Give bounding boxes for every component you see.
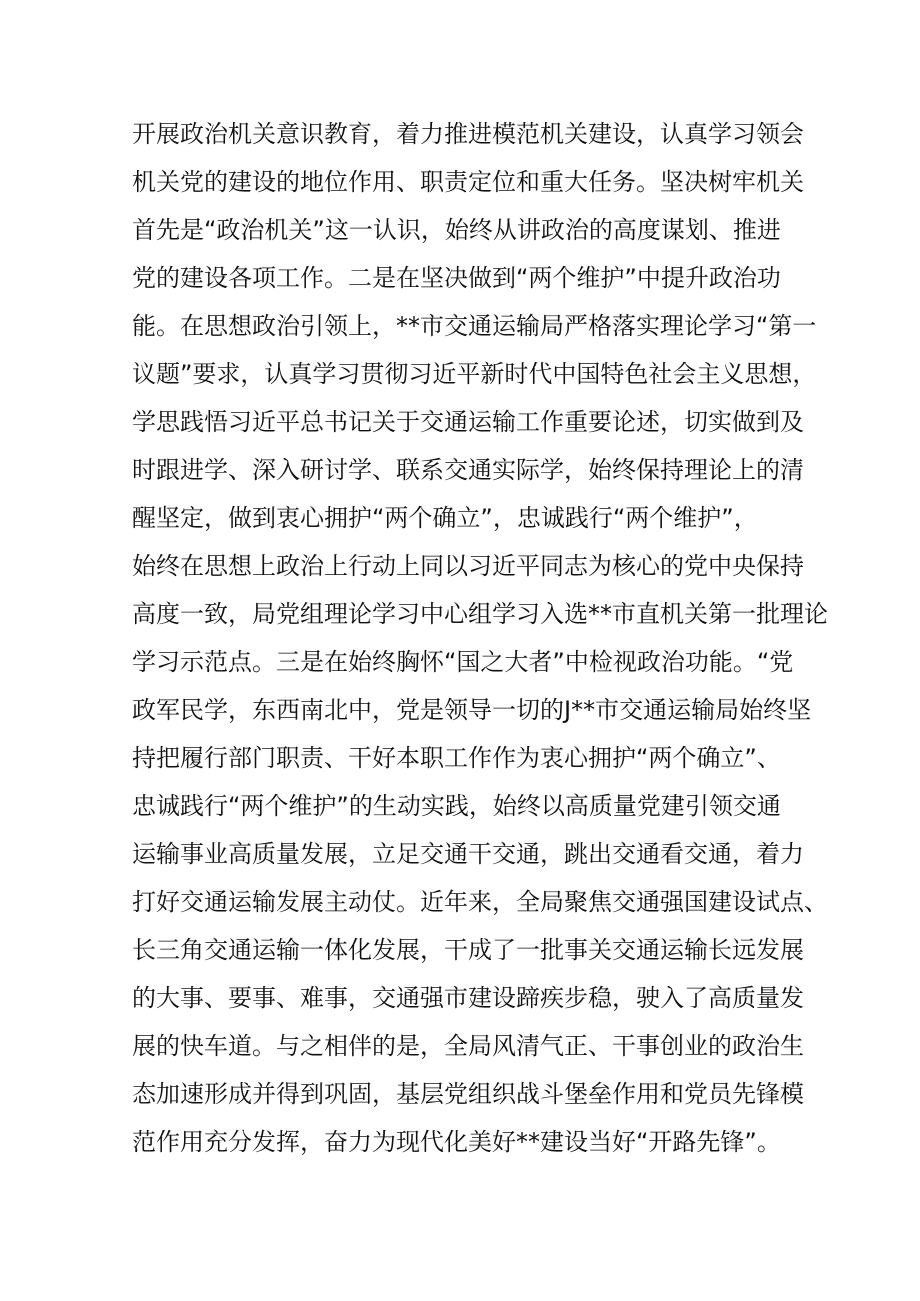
text-line: 首先是“政治机关”这一认识，始终从讲政治的高度谋划、推进 xyxy=(132,216,781,244)
text-line: 党的建设各项工作。二是在坚决做到“两个维护”中提升政治功 xyxy=(132,264,781,292)
text-line: 机关党的建设的地位作用、职责定位和重大任务。坚决树牢机关 xyxy=(132,168,804,196)
text-line: 议题”要求，认真学习贯彻习近平新时代中国特色社会主义思想， xyxy=(132,360,817,388)
text-line: 打好交通运输发展主动仗。近年来，全局聚焦交通强国建设试点、 xyxy=(132,888,828,916)
text-line: 运输事业高质量发展，立足交通干交通，跳出交通看交通，着力 xyxy=(132,840,804,868)
text-line: 开展政治机关意识教育，着力推进模范机关建设，认真学习领会 xyxy=(132,120,804,148)
text-line: 忠诚践行“两个维护”的生动实践，始终以高质量党建引领交通 xyxy=(132,792,781,820)
text-line: 的大事、要事、难事，交通强市建设蹄疾步稳，驶入了高质量发 xyxy=(132,984,804,1012)
text-line: 醒坚定，做到衷心拥护“两个确立”，忠诚践行“两个维护”， xyxy=(132,504,758,532)
text-line: 政军民学，东西南北中，党是领导一切的J**市交通运输局始终坚 xyxy=(132,696,812,724)
text-line: 展的快车道。与之相伴的是，全局风清气正、干事创业的政治生 xyxy=(132,1032,804,1060)
text-line: 持把履行部门职责、干好本职工作作为衷心拥护“两个确立”、 xyxy=(132,744,781,772)
text-line: 长三角交通运输一体化发展，干成了一批事关交通运输长远发展 xyxy=(132,936,804,964)
text-line: 态加速形成并得到巩固，基层党组织战斗堡垒作用和党员先锋模 xyxy=(132,1080,804,1108)
text-line: 范作用充分发挥，奋力为现代化美好**建设当好“开路先锋”。 xyxy=(132,1128,781,1156)
text-line: 始终在思想上政治上行动上同以习近平同志为核心的党中央保持 xyxy=(132,552,804,580)
text-line: 能。在思想政治引领上，**市交通运输局严格落实理论学习“第一 xyxy=(132,312,817,340)
body-paragraph xyxy=(132,110,828,1166)
text-line: 时跟进学、深入研讨学、联系交通实际学，始终保持理论上的清 xyxy=(132,456,804,484)
text-line: 学思践悟习近平总书记关于交通运输工作重要论述，切实做到及 xyxy=(132,408,804,436)
text-line: 学习示范点。三是在始终胸怀“国之大者”中检视政治功能。“党 xyxy=(132,648,794,676)
text-line: 高度一致，局党组理论学习中心组学习入选**市直机关第一批理论 xyxy=(132,600,828,628)
